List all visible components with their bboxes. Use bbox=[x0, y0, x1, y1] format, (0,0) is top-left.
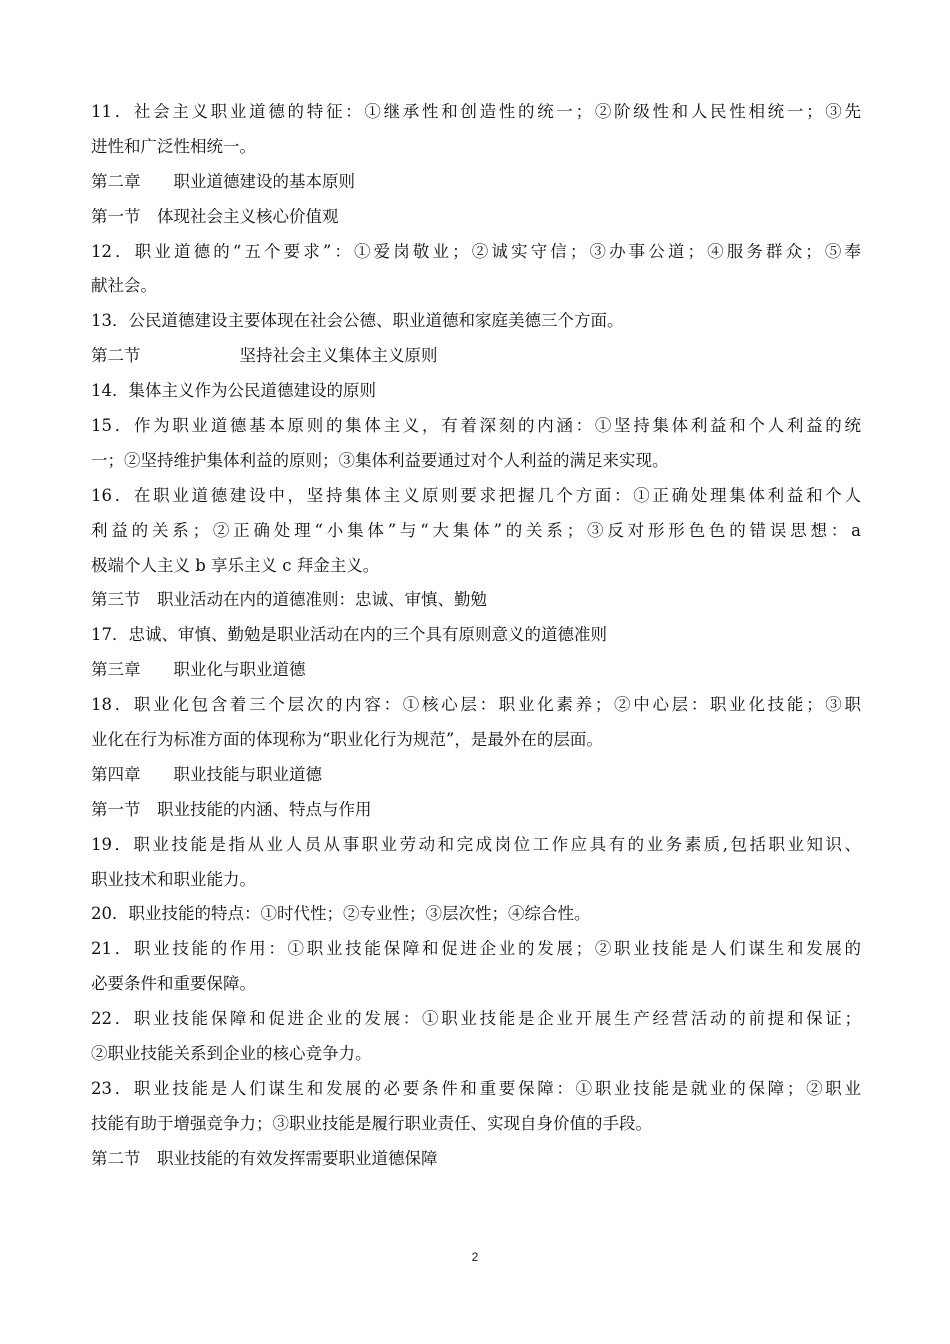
text-line: 19．职业技能是指从业人员从事职业劳动和完成岗位工作应具有的业务素质,包括职业知识、 bbox=[91, 834, 861, 854]
text-line: 第一节 体现社会主义核心价值观 bbox=[91, 206, 339, 226]
text-line: ②职业技能关系到企业的核心竞争力。 bbox=[91, 1044, 372, 1064]
document-body bbox=[91, 95, 861, 1177]
text-line: 18．职业化包含着三个层次的内容：①核心层：职业化素养；②中心层：职业化技能；③职 bbox=[91, 695, 861, 715]
text-line: 14．集体主义作为公民道德建设的原则 bbox=[91, 381, 376, 401]
text-line: 职业技术和职业能力。 bbox=[91, 869, 256, 889]
text-line: 第二章 职业道德建设的基本原则 bbox=[91, 171, 355, 191]
text-line: 20．职业技能的特点：①时代性；②专业性；③层次性；④综合性。 bbox=[91, 904, 591, 924]
text-line: 15．作为职业道德基本原则的集体主义，有着深刻的内涵：①坚持集体利益和个人利益的统 bbox=[91, 416, 861, 436]
text-line: 12．职业道德的“五个要求”：①爱岗敬业；②诚实守信；③办事公道；④服务群众；⑤奉 bbox=[91, 241, 861, 261]
text-line: 极端个人主义 b 享乐主义 c 拜金主义。 bbox=[91, 555, 380, 575]
text-line: 利益的关系；②正确处理“小集体”与“大集体”的关系；③反对形形色色的错误思想：a bbox=[91, 520, 861, 540]
text-line: 业化在行为标准方面的体现称为“职业化行为规范”，是最外在的层面。 bbox=[91, 730, 603, 750]
text-line: 进性和广泛性相统一。 bbox=[91, 136, 256, 156]
text-line: 献社会。 bbox=[91, 276, 157, 296]
text-line: 第二节 职业技能的有效发挥需要职业道德保障 bbox=[91, 1148, 438, 1168]
text-line: 第二节 坚持社会主义集体主义原则 bbox=[91, 346, 438, 366]
text-line: 第三节 职业活动在内的道德准则：忠诚、审慎、勤勉 bbox=[91, 590, 487, 610]
text-line: 21．职业技能的作用：①职业技能保障和促进企业的发展；②职业技能是人们谋生和发展的 bbox=[91, 939, 861, 959]
text-line: 23．职业技能是人们谋生和发展的必要条件和重要保障：①职业技能是就业的保障；②职业 bbox=[91, 1078, 861, 1098]
page-number: 2 bbox=[471, 1250, 479, 1264]
text-line: 第三章 职业化与职业道德 bbox=[91, 660, 306, 680]
text-line: 16．在职业道德建设中，坚持集体主义原则要求把握几个方面：①正确处理集体利益和个人 bbox=[91, 485, 861, 505]
text-line: 11．社会主义职业道德的特征：①继承性和创造性的统一；②阶级性和人民性相统一；③先 bbox=[91, 102, 861, 121]
text-line: 22．职业技能保障和促进企业的发展：①职业技能是企业开展生产经营活动的前提和保证； bbox=[91, 1009, 861, 1029]
text-line: 必要条件和重要保障。 bbox=[91, 974, 256, 994]
text-line: 技能有助于增强竞争力；③职业技能是履行职业责任、实现自身价值的手段。 bbox=[91, 1113, 652, 1133]
text-line: 第四章 职业技能与职业道德 bbox=[91, 764, 322, 784]
text-line: 13．公民道德建设主要体现在社会公德、职业道德和家庭美德三个方面。 bbox=[91, 311, 624, 331]
text-line: 17．忠诚、审慎、勤勉是职业活动在内的三个具有原则意义的道德准则 bbox=[91, 625, 607, 645]
text-line: 第一节 职业技能的内涵、特点与作用 bbox=[91, 799, 372, 819]
text-line: 一；②坚持维护集体利益的原则；③集体利益要通过对个人利益的满足来实现。 bbox=[91, 450, 669, 470]
